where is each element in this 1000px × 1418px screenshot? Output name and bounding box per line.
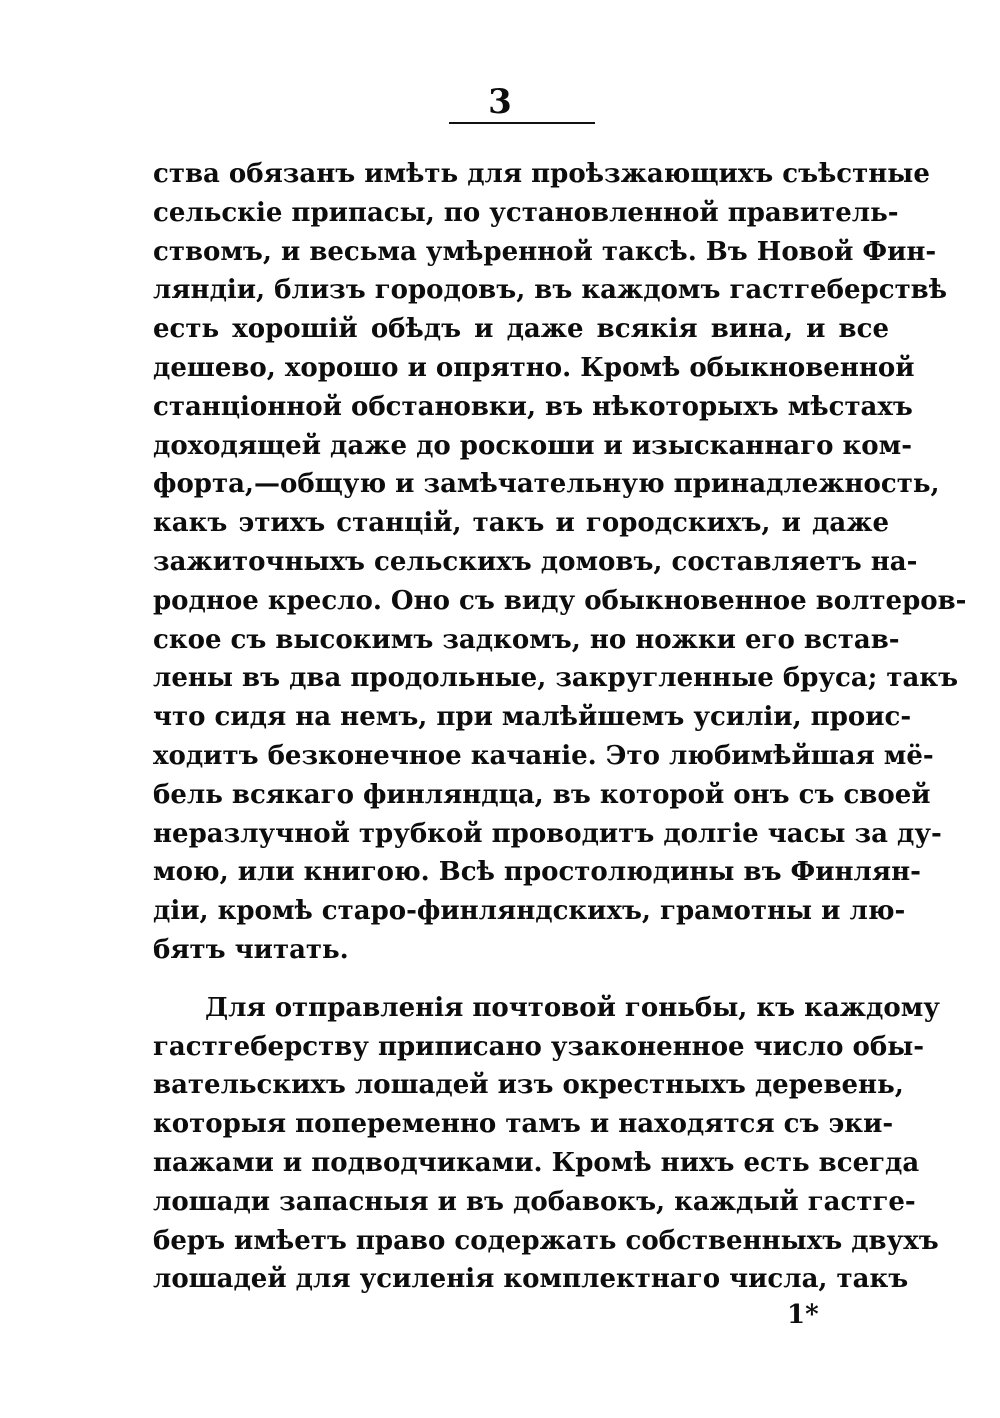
body-text: [153, 155, 967, 1299]
text-line: какъ этихъ станцій, такъ и городскихъ, и даже: [153, 508, 889, 539]
text-line: ское съ высокимъ задкомъ, но ножки его встав-: [153, 624, 900, 655]
text-line: ства обязанъ имѣть для проѣзжающихъ съѣстные: [153, 159, 930, 189]
text-line: что сидя на немъ, при малѣйшемъ усиліи, проис-: [153, 702, 912, 733]
text-line: беръ имѣетъ право содержать собственныхъ двухъ: [153, 1225, 939, 1256]
text-line: бель всякаго финляндца, въ которой онъ съ своей: [153, 779, 931, 810]
text-line: лошадей для усиленія комплектнаго числа, такъ: [153, 1264, 909, 1295]
text-line: родное кресло. Оно съ виду обыкновенное волтеров-: [153, 585, 967, 616]
paragraph-gap: [153, 970, 889, 989]
text-line: лены въ два продольные, закругленные бруса; такъ: [153, 663, 959, 694]
text-line: неразлучной трубкой проводитъ долгіе часы за ду-: [153, 818, 942, 849]
text-line: гастгеберству приписано узаконенное число обы-: [153, 1031, 925, 1062]
text-line: діи, кромѣ старо-финляндскихъ, грамотны и лю-: [153, 896, 906, 927]
text-line: форта,—общую и замѣчательную принадлежность,: [153, 469, 940, 500]
text-line: зажиточныхъ сельскихъ домовъ, составляетъ на-: [153, 546, 918, 577]
text-line: ствомъ, и весьма умѣренной таксѣ. Въ Новой Фин-: [153, 236, 937, 267]
text-line: Для отправленія почтовой гоньбы, къ каждому: [205, 992, 940, 1023]
text-line: которыя попеременно тамъ и находятся съ эки-: [153, 1109, 894, 1140]
paragraph-1: [153, 155, 967, 970]
text-line: сельскіе припасы, по установленной правитель-: [153, 197, 899, 228]
paragraph-2: [153, 989, 940, 1299]
text-line: ходитъ безконечное качаніе. Это любимѣйшая мё-: [153, 740, 934, 771]
text-line: ляндіи, близъ городовъ, въ каждомъ гастгеберствѣ: [153, 275, 948, 306]
text-line: станціонной обстановки, въ нѣкоторыхъ мѣстахъ: [153, 391, 913, 422]
text-line: бятъ читать.: [153, 934, 349, 965]
text-line: пажами и подводчиками. Кромѣ нихъ есть всегда: [153, 1147, 920, 1178]
text-line: мою, или книгою. Всѣ простолюдины въ Финлян-: [153, 857, 921, 888]
page-number: 3: [488, 82, 512, 122]
text-line: лошади запасныя и въ добавокъ, каждый гастге-: [153, 1186, 916, 1217]
text-line: есть хорошій обѣдъ и даже всякія вина, и все: [153, 314, 889, 345]
text-line: доходящей даже до роскоши и изысканнаго ком-: [153, 430, 913, 461]
header-rule: [449, 122, 595, 124]
text-line: вательскихъ лошадей изъ окрестныхъ деревень,: [153, 1070, 904, 1101]
text-line: дешево, хорошо и опрятно. Кромѣ обыкновенной: [153, 352, 915, 383]
signature-mark: 1*: [787, 1300, 819, 1330]
